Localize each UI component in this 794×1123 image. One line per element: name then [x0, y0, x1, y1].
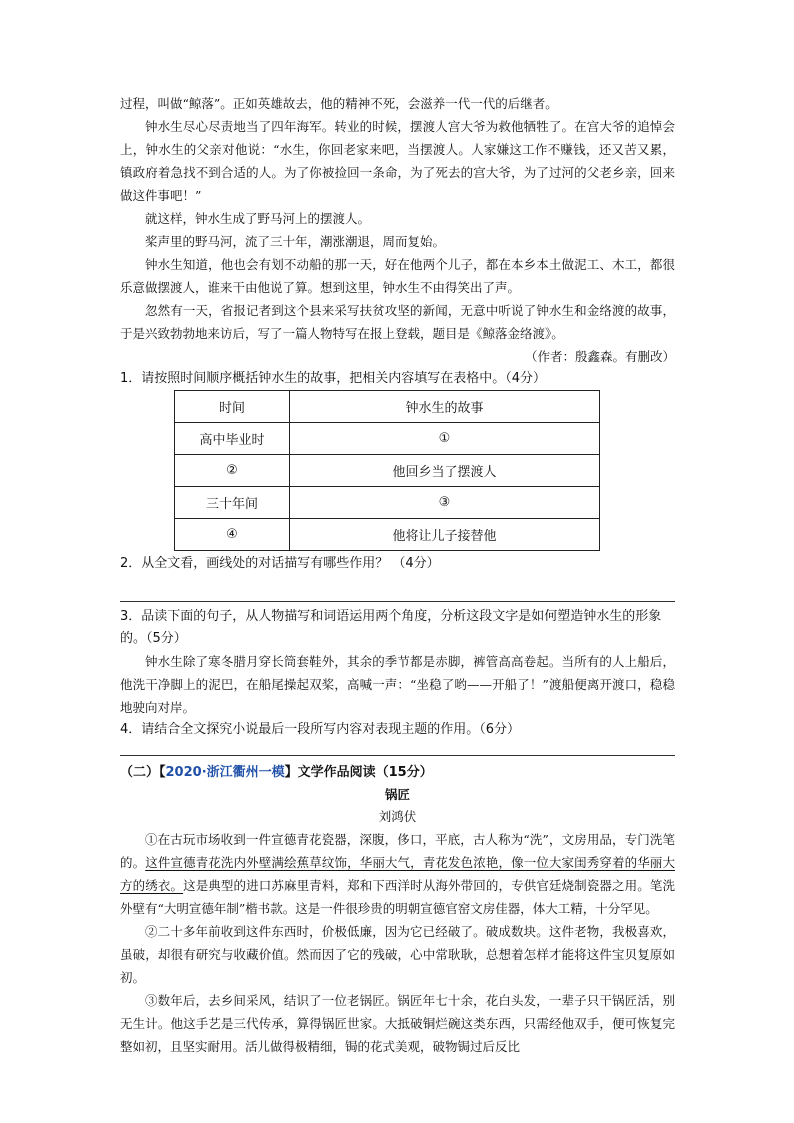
table-cell: ①	[290, 423, 600, 455]
passage1-paragraph: 钟水生知道，他也会有划不动船的那一天，好在他两个儿子，都在本乡本土做泥工、木工，都很乐意做摆渡人，谁来干由他说了算。想到这里，钟水生不由得笑出了声。	[120, 257, 675, 295]
source-tag: 2020·浙江衢州一模	[165, 765, 285, 780]
page	[120, 92, 675, 1058]
table-cell: ④	[175, 519, 290, 551]
passage2-paragraph	[120, 828, 675, 920]
table-row	[175, 487, 600, 519]
passage2-paragraph: ③数年后，去乡间采风，结识了一位老锅匠。锅匠年七十余，花白头发，一辈子只干锅匠活，别无生计。他这手艺是三代传承，算得锅匠世家。大抵破铜烂碗这类东西，只需经他双手，便可恢复完整如初，且坚实耐用。活儿做得极精细，锔的花式美观，破物锔过后反比	[120, 993, 675, 1054]
answer-space	[120, 575, 675, 597]
table-cell: 高中毕业时	[175, 423, 290, 455]
passage1-paragraph: 就这样，钟水生成了野马河上的摆渡人。	[145, 211, 371, 226]
passage2-paragraph: ②二十多年前收到这件东西时，价极低廉，因为它已经破了。破成数块。这件老物，我极喜欢，虽破，却很有研究与收藏价值。然而因了它的残破，心中常耿耿，总想着怎样才能将这件宝贝复原如初。	[120, 924, 675, 985]
passage1-paragraph: 过程，叫做“鲸落”。正如英雄故去，他的精神不死，会滋养一代一代的后继者。	[120, 96, 558, 111]
section-2-prefix: （二）【	[120, 765, 166, 780]
passage2-text: 这是典型的进口苏麻里青料，郑和下西洋时从海外带回的，专供官廷烧制瓷器之用。笔洗外壁有“大明宣德年制”楷书款。这是一件很珍贵的明朝宣德官窑文房佳器，体大工精，十分罕见。	[120, 878, 675, 916]
passage2-title: 锅匠	[384, 787, 410, 802]
question-3-quote: 钟水生除了寒冬腊月穿长筒套鞋外，其余的季节都是赤脚，裤管高高卷起。当所有的人上船后，他洗干净脚上的泥巴，在船尾操起双桨，高喊一声：“坐稳了哟——开船了！”渡船便离开渡口，稳稳地驶向对岸。	[120, 654, 675, 715]
section-divider	[120, 755, 675, 756]
passage1-paragraph: 桨声里的野马河，流了三十年，潮涨潮退，周而复始。	[145, 234, 446, 249]
table-header-cell: 钟水生的故事	[290, 391, 600, 423]
passage2-author: 刘鸿伏	[378, 809, 417, 824]
underlined-sentence: 这件宣德青花洗内外壁满绘蕉草纹饰，华丽大气，青花发色浓艳，像一位大家闺秀穿着的华丽大方的绣衣。	[120, 855, 675, 893]
table-row	[175, 423, 600, 455]
story-table	[174, 390, 600, 551]
table-header-cell: 时间	[175, 391, 290, 423]
question-3: 3．品读下面的句子，从人物描写和词语运用两个角度，分析这段文字是如何塑造钟水生的形象的。（5分）	[120, 609, 662, 646]
passage1-paragraph: 忽然有一天，省报记者到这个县来采写扶贫攻坚的新闻，无意中听说了钟水生和金络渡的故事，于是兴致勃勃地来访后，写了一篇人物特写在报上登载，题目是《鲸落金络渡》。	[120, 303, 675, 341]
table-row	[175, 519, 600, 551]
table-cell: ②	[175, 455, 290, 487]
question-1: 1．请按照时间顺序概括钟水生的故事，把相关内容填写在表格中。（4分）	[120, 371, 547, 386]
table-cell: 他将让儿子接替他	[290, 519, 600, 551]
section-2-heading	[120, 762, 675, 784]
table-cell: ③	[290, 487, 600, 519]
table-row	[175, 455, 600, 487]
section-2-suffix: 】文学作品阅读（15分）	[284, 765, 433, 780]
passage1-paragraph: 钟水生尽心尽责地当了四年海军。转业的时候，摆渡人宫大爷为救他牺牲了。在宫大爷的追悼会上，钟水生的父亲对他说：“水生，你回老家来吧，当摆渡人。人家嫌这工作不赚钱，还又苦又累，镇政府着急找不到合适的人。为了你被捡回一条命，为了死去的宫大爷，为了过河的父老乡亲，回来做这件事吧！”	[120, 119, 675, 203]
answer-line	[120, 601, 675, 602]
passage1-credit: （作者：殷鑫森。有删改）	[524, 349, 675, 364]
question-4: 4．请结合全文探究小说最后一段所写内容对表现主题的作用。（6分）	[120, 722, 521, 737]
table-cell: 三十年间	[175, 487, 290, 519]
passage2-text: ①在古玩市场收到一件宣德青花瓷器，深腹，侈口，平底，古人称为“洗”，文房用品，专门洗笔的。	[120, 832, 675, 870]
question-2: 2．从全文看，画线处的对话描写有哪些作用？ （4分）	[120, 556, 440, 571]
table-header-row	[175, 391, 600, 423]
table-cell: 他回乡当了摆渡人	[290, 455, 600, 487]
